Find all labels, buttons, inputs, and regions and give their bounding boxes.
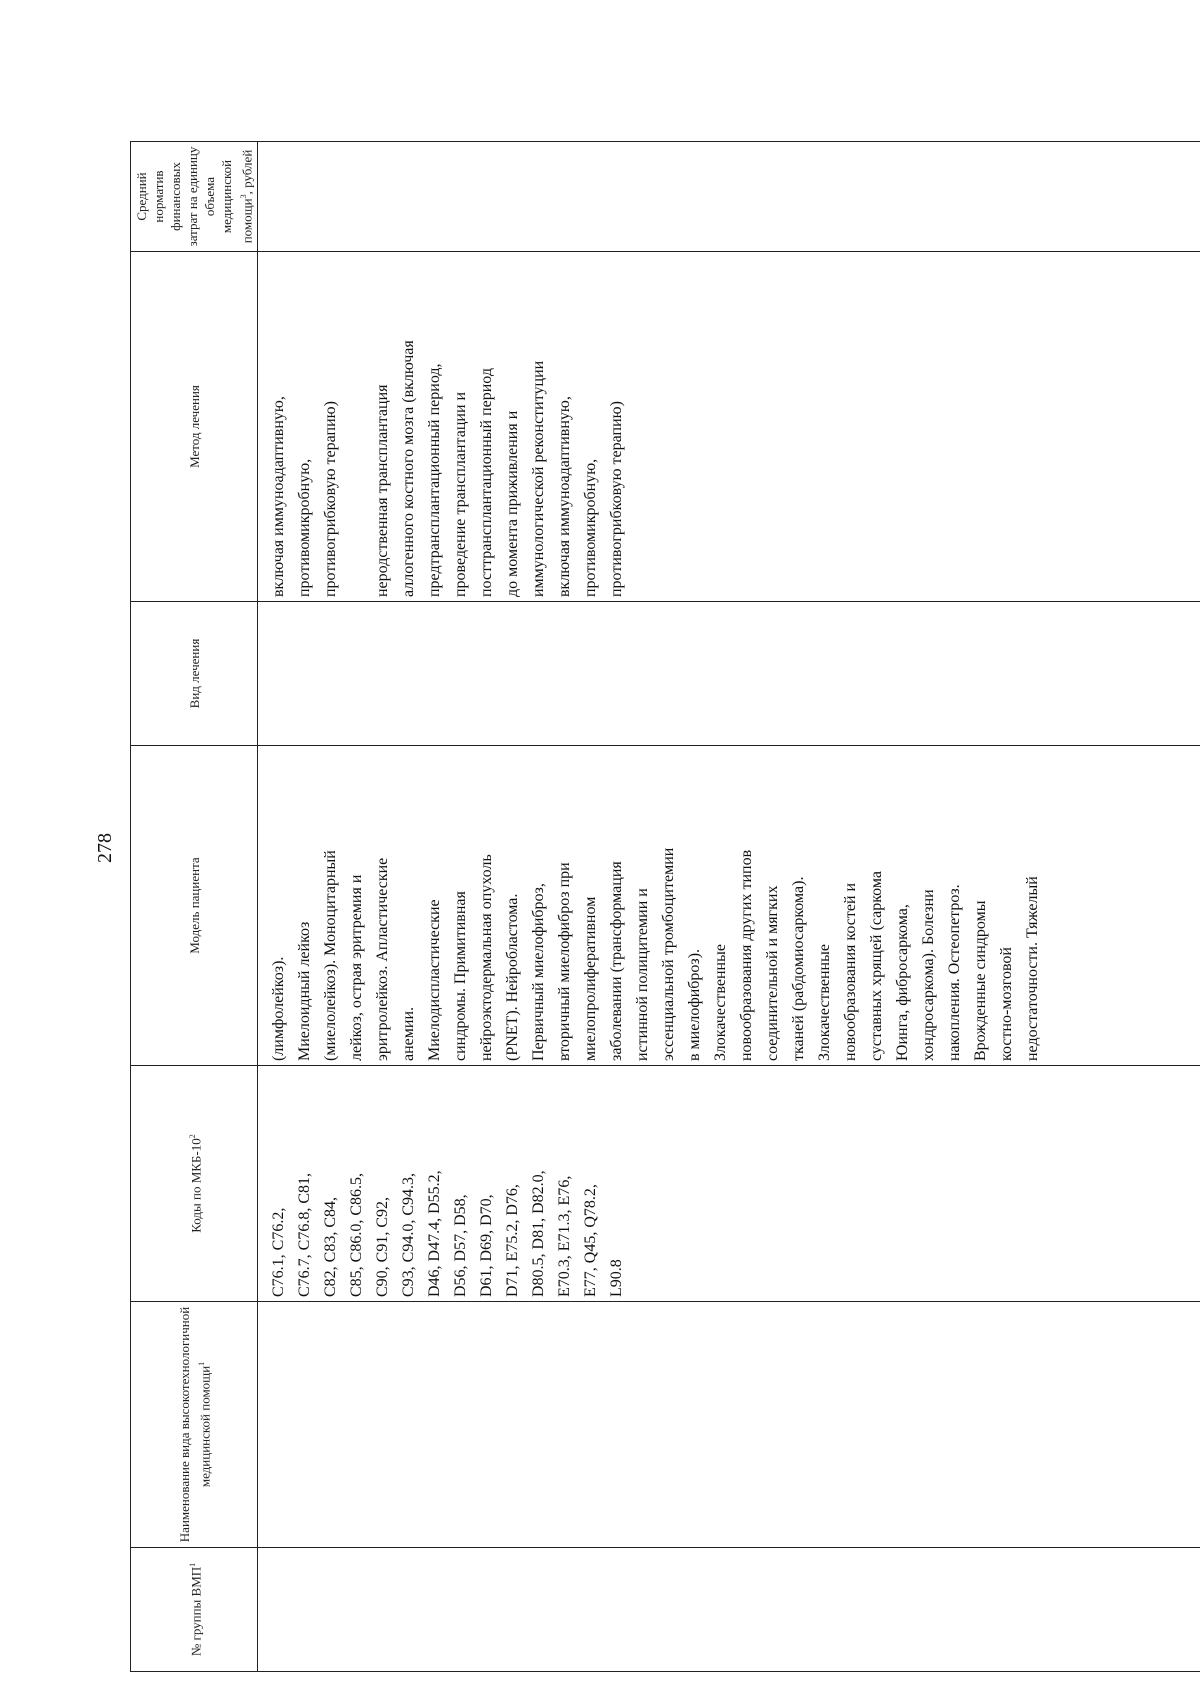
model-line: новообразования костей и (842, 882, 860, 1061)
model-line: Юинга, фибросаркома, (894, 904, 912, 1061)
icd-line: D80.5, D81, D82.0, (530, 1170, 548, 1297)
icd-line: C93, C94.0, C94.3, (400, 1172, 418, 1297)
cell-vmp-name (258, 1302, 1200, 1548)
cell-treatment-type (258, 602, 1200, 746)
model-line: новообразования других типов (738, 849, 756, 1061)
model-line: вторичный миелофиброз при (556, 862, 574, 1061)
header-icd-codes: Коды по МКБ-$10^2$ (131, 1066, 258, 1302)
icd-line: D46, D47.4, D55.2, (426, 1170, 444, 1297)
method-line: иммунологической реконституции (530, 360, 548, 597)
cell-icd-codes (258, 1066, 1200, 1302)
model-line: заболевании (трансформация (608, 861, 626, 1061)
cell-group-number (258, 1548, 1200, 1672)
model-line: Миелодиспластические (426, 899, 444, 1061)
header-vmp-name: Наименование вида высокотехнологичной медицинской помощи$^1$ (131, 1302, 258, 1548)
model-line: анемии. (400, 1006, 418, 1061)
model-line: эритролейкоз. Апластические (374, 857, 392, 1061)
icd-line: E70.3, E71.3, E76, (556, 1175, 574, 1297)
cell-cost-standard (258, 142, 1200, 252)
icd-line: C85, C86.0, C86.5, (348, 1172, 366, 1297)
table-row (258, 142, 1200, 1672)
method-line: проведение трансплантации и (452, 391, 470, 597)
method-line: неродственная трансплантация (374, 384, 392, 597)
model-line: (PNET). Нейробластома. (504, 893, 522, 1061)
cell-treatment-method (258, 252, 1200, 602)
model-line: лейкоз, острая эритремия и (348, 874, 366, 1061)
model-line: хондросаркома). Болезни (920, 889, 938, 1061)
icd-line: C82, C83, C84, (322, 1196, 340, 1297)
page-number: 278 (94, 833, 116, 863)
model-line: Первичный миелофиброз, (530, 883, 548, 1061)
method-line: противомикробную, (582, 458, 600, 597)
icd-line: C76.7, C76.8, C81, (296, 1172, 314, 1297)
vmp-table (130, 141, 1200, 1672)
header-group-number: № группы ВМП$^1$ (131, 1548, 258, 1672)
model-line: накопления. Остеопетроз. (946, 884, 964, 1061)
header-patient-model: Модель пациента (131, 746, 258, 1066)
model-line: Злокачественные (712, 944, 730, 1061)
icd-line: D61, D69, D70, (478, 1194, 496, 1297)
model-line: нейроэктодермальная опухоль (478, 854, 496, 1061)
model-line: миелопролиферативном (582, 896, 600, 1061)
model-line: эссенциальной тромбоцитемии (660, 847, 678, 1061)
header-treatment-type: Вид лечения (131, 602, 258, 746)
icd-line: D71, E75.2, D76, (504, 1184, 522, 1297)
method-line: предтрансплантационный период, (426, 363, 444, 597)
model-line: костно-мозговой (998, 947, 1016, 1061)
method-line: аллогенного костного мозга (включая (400, 340, 418, 597)
model-line: истинной полицитемии и (634, 888, 652, 1061)
method-line: до момента приживления и (504, 410, 522, 597)
icd-line: C76.1, C76.2, (270, 1207, 288, 1297)
method-line: включая иммуноадаптивную, (556, 396, 574, 597)
method-line: противомикробную, (296, 458, 314, 597)
icd-line: C90, C91, C92, (374, 1196, 392, 1297)
model-line: синдромы. Примитивная (452, 891, 470, 1061)
model-line: Врожденные синдромы (972, 900, 990, 1061)
rotated-table-page (130, 142, 1200, 1672)
header-treatment-method: Метод лечения (131, 252, 258, 602)
table-header-row (131, 142, 258, 1672)
header-cost-standard: Средний норматив финансовых затрат на единицу объема медицинской помощи$^3$, рублей (131, 142, 258, 252)
model-line: (миелолейкоз). Моноцитарный (322, 850, 340, 1061)
method-gap (344, 256, 370, 597)
model-line: Злокачественные (816, 944, 834, 1061)
icd-line: D56, D57, D58, (452, 1194, 470, 1297)
method-line: противогрибковую терапию) (322, 401, 340, 597)
model-line: недостаточности. Тяжелый (1024, 876, 1042, 1061)
method-line: включая иммуноадаптивную, (270, 396, 288, 597)
model-line: тканей (рабдомиосаркома). (790, 876, 808, 1061)
method-line: противогрибковую терапию) (608, 401, 626, 597)
icd-line: E77, Q45, Q78.2, (582, 1184, 600, 1297)
icd-line: L90.8 (608, 1259, 626, 1297)
model-line: в миелофиброз). (686, 948, 704, 1061)
cell-patient-model (258, 746, 1200, 1066)
method-line: посттрансплантационный период (478, 368, 496, 597)
model-line: Миелоидный лейкоз (296, 921, 314, 1061)
model-line: (лимфолейкоз). (270, 956, 288, 1061)
model-line: суставных хрящей (саркома (868, 871, 886, 1061)
model-line: соединительной и мягких (764, 885, 782, 1061)
